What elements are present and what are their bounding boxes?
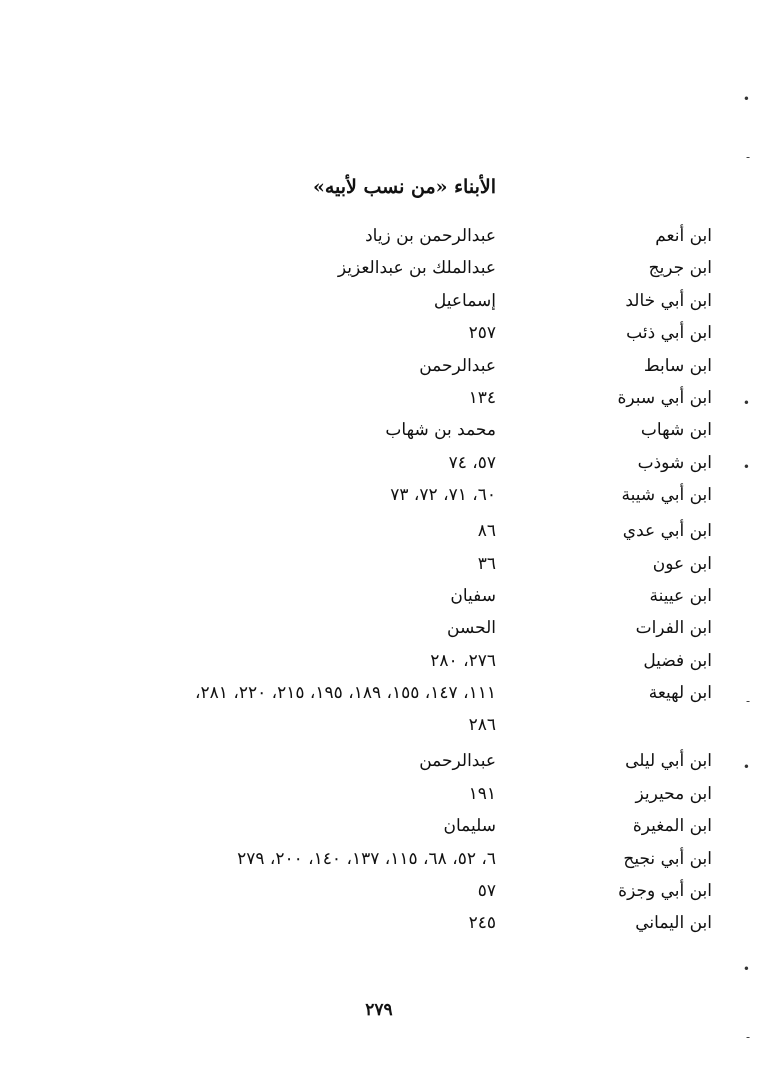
entry-name: ابن عيينة xyxy=(649,585,712,606)
entry-name: ابن جريج xyxy=(648,258,712,279)
entry-reference: عبدالملك بن عبدالعزيز xyxy=(337,258,496,279)
entry-name: ابن شوذب xyxy=(637,452,712,473)
index-entry xyxy=(0,416,758,448)
margin-dot-icon: - xyxy=(745,150,750,164)
entry-reference: الحسن xyxy=(447,618,496,639)
index-entry xyxy=(0,679,758,711)
margin-dot-icon: • xyxy=(742,962,750,976)
index-entry xyxy=(0,254,758,286)
entry-name: ابن محيريز xyxy=(635,783,712,804)
entry-name: ابن شهاب xyxy=(640,420,712,441)
entry-name: ابن أبي نجيح xyxy=(623,848,712,869)
margin-dot-icon: • xyxy=(742,760,750,774)
entry-reference: ١٩١ xyxy=(468,783,496,804)
entry-name: ابن أنعم xyxy=(655,226,712,246)
entry-reference: عبدالرحمن xyxy=(419,751,496,772)
entry-name: ابن الفرات xyxy=(635,618,712,639)
entry-reference: ٢٧٦، ٢٨٠ xyxy=(430,650,496,671)
entry-name: ابن سابط xyxy=(643,355,712,376)
entry-reference: ٦، ٥٢، ٦٨، ١١٥، ١٣٧، ١٤٠، ٢٠٠، ٢٧٩ xyxy=(237,848,496,869)
entry-reference: ٣٦ xyxy=(477,553,496,574)
entry-reference: ٥٧ xyxy=(477,881,496,902)
margin-dot-icon: - xyxy=(745,694,750,708)
index-entries xyxy=(0,222,758,942)
index-entry xyxy=(0,812,758,844)
entry-name: ابن لهيعة xyxy=(648,683,712,704)
index-entry xyxy=(0,517,758,549)
entry-reference: ٢٤٥ xyxy=(468,913,496,934)
index-entry xyxy=(0,614,758,646)
margin-dot-icon: • xyxy=(742,396,750,410)
index-entry xyxy=(0,319,758,351)
entry-reference: عبدالرحمن بن زياد xyxy=(365,226,496,246)
entry-reference: عبدالرحمن xyxy=(419,355,496,376)
entry-reference: ٢٥٧ xyxy=(468,323,496,344)
index-entry xyxy=(0,287,758,319)
index-entry xyxy=(0,747,758,779)
margin-dot-icon: • xyxy=(742,460,750,474)
index-entry xyxy=(0,449,758,481)
margin-dot-icon: • xyxy=(742,92,750,106)
entry-reference: ١٣٤ xyxy=(468,387,496,408)
entry-name: ابن أبي شيبة xyxy=(621,485,712,506)
index-entry xyxy=(0,384,758,416)
entry-name: ابن أبي ذئب xyxy=(626,323,712,344)
index-entry xyxy=(0,909,758,941)
index-entry xyxy=(0,550,758,582)
entry-reference: ٥٧، ٧٤ xyxy=(448,452,496,473)
entry-name: ابن أبي عدي xyxy=(622,521,712,542)
index-entry xyxy=(0,647,758,679)
margin-dot-icon: - xyxy=(745,1030,750,1044)
index-entry xyxy=(0,582,758,614)
entry-reference: ٦٠، ٧١، ٧٢، ٧٣ xyxy=(390,485,496,506)
index-entry xyxy=(0,222,758,254)
index-entry xyxy=(0,877,758,909)
index-entry xyxy=(0,352,758,384)
index-entry xyxy=(0,780,758,812)
entry-name: ابن أبي خالد xyxy=(625,290,712,311)
index-entry xyxy=(0,845,758,877)
entry-name: ابن أبي وجزة xyxy=(618,881,712,902)
entry-name: ابن أبي سبرة xyxy=(617,387,712,408)
page-number: ٢٧٩ xyxy=(365,1000,393,1020)
entry-name: ابن اليماني xyxy=(635,913,712,934)
entry-reference: ٢٨٦ xyxy=(468,715,496,736)
entry-name: ابن فضيل xyxy=(643,650,712,671)
entry-name: ابن أبي ليلى xyxy=(625,751,712,772)
entry-reference: ١١١، ١٤٧، ١٥٥، ١٨٩، ١٩٥، ٢١٥، ٢٢٠، ٢٨١، xyxy=(195,683,496,704)
entry-name: ابن عون xyxy=(652,553,712,574)
entry-reference: ٨٦ xyxy=(477,521,496,542)
index-entry-continuation xyxy=(0,711,758,747)
entry-name: ابن المغيرة xyxy=(632,816,712,837)
section-heading: الأبناء «من نسب لأبيه» xyxy=(312,176,496,198)
entry-reference: سليمان xyxy=(443,816,496,837)
entry-reference: سفيان xyxy=(450,585,496,606)
index-entry xyxy=(0,481,758,517)
entry-reference: محمد بن شهاب xyxy=(385,420,496,441)
entry-reference: إسماعيل xyxy=(433,290,496,311)
